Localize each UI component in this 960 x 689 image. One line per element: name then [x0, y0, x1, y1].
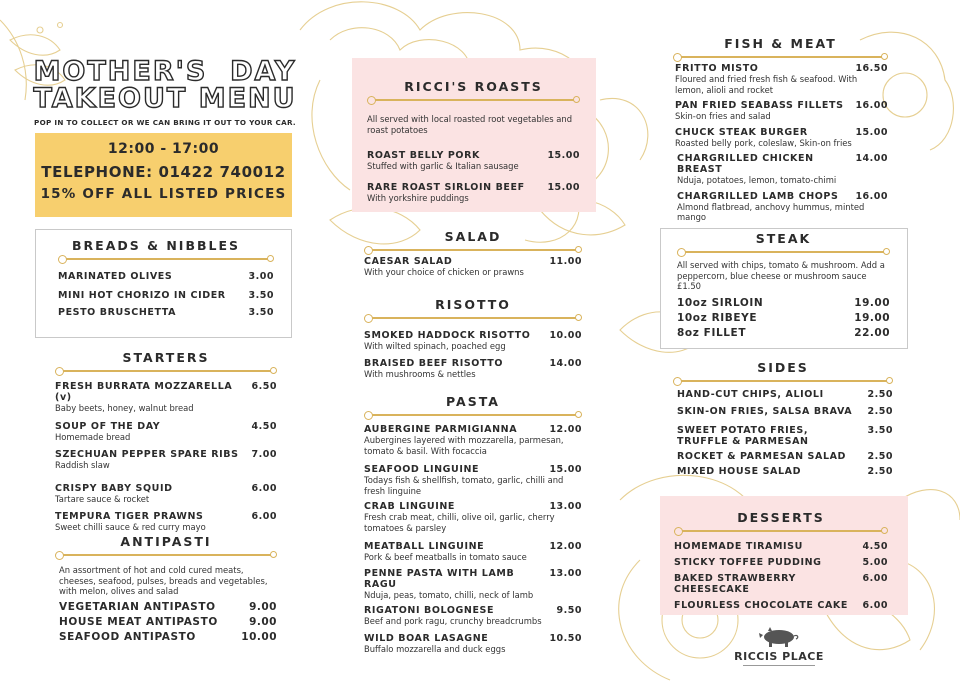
divider	[364, 411, 582, 419]
list-item: CHARGRILLED CHICKEN BREAST 14.00 Nduja, potatoes, lemon, tomato-chimi	[677, 153, 888, 185]
pasta-section	[364, 394, 582, 659]
list-item: 10oz SIRLOIN 19.00	[677, 296, 890, 309]
list-item: 8oz FILLET 22.00	[677, 326, 890, 339]
sides-section	[673, 360, 893, 482]
starters-title: STARTERS	[122, 350, 210, 365]
sides-title: SIDES	[757, 360, 809, 375]
starters-section	[55, 350, 277, 538]
list-item: PAN FRIED SEABASS FILLETS 16.00 Skin-on fries and salad	[675, 100, 888, 121]
list-item: SEAFOOD ANTIPASTO 10.00	[59, 630, 277, 643]
divider	[673, 53, 888, 61]
list-item: SOUP OF THE DAY 4.50 Homemade bread	[55, 420, 277, 442]
list-item: RARE ROAST SIRLOIN BEEF 15.00 With yorkshire puddings	[367, 181, 580, 203]
opening-hours: 12:00 - 17:00	[107, 141, 220, 157]
list-item: SMOKED HADDOCK RISOTTO 10.00 With wilted spinach, poached egg	[364, 330, 582, 351]
divider	[364, 314, 582, 322]
list-item: CAESAR SALAD 11.00 With your choice of chicken or prawns	[364, 256, 582, 277]
antipasti-intro: An assortment of hot and cold cured meats, cheeses, seafood, pulses, breads and vegetables, with melon, olives and salad	[59, 565, 268, 596]
list-item: TEMPURA TIGER PRAWNS 6.00 Sweet chilli sauce & red curry mayo	[55, 511, 277, 532]
list-item: BAKED STRAWBERRY CHEESECAKE 6.00	[674, 573, 888, 595]
list-item: 10oz RIBEYE 19.00	[677, 311, 890, 324]
fish-meat-section	[673, 36, 888, 228]
list-item: SZECHUAN PEPPER SPARE RIBS 7.00 Raddish slaw	[55, 449, 277, 470]
logo-underline	[743, 665, 815, 666]
roasts-intro: All served with local roasted root vegetables and roast potatoes	[367, 114, 573, 135]
risotto-section	[364, 297, 582, 384]
menu-header	[30, 58, 300, 127]
divider	[673, 377, 893, 385]
divider	[367, 96, 580, 104]
contact-panel	[35, 133, 292, 217]
page-subtitle: POP IN TO COLLECT OR WE CAN BRING IT OUT TO YOUR CAR.	[34, 118, 296, 127]
roasts-title: RICCI'S ROASTS	[404, 79, 543, 94]
list-item: FRITTO MISTO 16.50 Floured and fried fresh fish & seafood. With lemon, alioli and rocket	[675, 63, 888, 95]
list-item: FRESH BURRATA MOZZARELLA (v) 6.50 Baby beets, honey, walnut bread	[55, 381, 277, 413]
divider	[55, 551, 277, 559]
list-item: SWEET POTATO FRIES, TRUFFLE & PARMESAN 3.50	[677, 425, 893, 447]
divider	[364, 246, 582, 254]
desserts-title: DESSERTS	[737, 510, 825, 525]
restaurant-logo-name: RICCIS PLACE	[734, 650, 824, 663]
salad-title: SALAD	[444, 229, 502, 244]
pig-icon	[757, 626, 801, 648]
breads-title: BREADS & NIBBLES	[72, 238, 241, 253]
list-item: ROAST BELLY PORK 15.00 Stuffed with garlic & Italian sausage	[367, 150, 580, 171]
list-item: FLOURLESS CHOCOLATE CAKE 6.00	[674, 600, 888, 611]
steak-title: STEAK	[755, 231, 812, 246]
list-item: HAND-CUT CHIPS, ALIOLI 2.50	[677, 389, 893, 400]
telephone-number: TELEPHONE: 01422 740012	[41, 163, 286, 181]
list-item: AUBERGINE PARMIGIANNA 12.00 Aubergines layered with mozzarella, parmesan, tomato & basil. With focaccia	[364, 424, 582, 456]
list-item: MEATBALL LINGUINE 12.00 Pork & beef meatballs in tomato sauce	[364, 541, 582, 562]
list-item: MINI HOT CHORIZO IN CIDER 3.50	[58, 290, 274, 301]
divider	[677, 248, 890, 256]
page-title-line1: MOTHER'S DAY	[33, 56, 297, 87]
list-item: MARINATED OLIVES 3.00	[58, 271, 274, 282]
antipasti-title: ANTIPASTI	[120, 534, 212, 549]
salad-section	[364, 229, 582, 278]
pasta-title: PASTA	[446, 394, 500, 409]
list-item: RIGATONI BOLOGNESE 9.50 Beef and pork ragu, crunchy breadcrumbs	[364, 605, 582, 626]
steak-intro: All served with chips, tomato & mushroom. Add a peppercorn, blue cheese or mushroom sauce £1.50	[677, 260, 885, 291]
list-item: HOMEMADE TIRAMISU 4.50	[674, 541, 888, 552]
page-title-line2: TAKEOUT MENU	[33, 83, 297, 114]
list-item: HOUSE MEAT ANTIPASTO 9.00	[59, 615, 277, 628]
risotto-title: RISOTTO	[435, 297, 511, 312]
list-item: ROCKET & PARMESAN SALAD 2.50	[677, 451, 893, 462]
list-item: CRISPY BABY SQUID 6.00 Tartare sauce & rocket	[55, 482, 277, 504]
list-item: STICKY TOFFEE PUDDING 5.00	[674, 557, 888, 568]
discount-offer: 15% OFF ALL LISTED PRICES	[40, 186, 287, 202]
desserts-section	[660, 496, 908, 615]
divider	[674, 527, 888, 535]
list-item: CHUCK STEAK BURGER 15.00 Roasted belly pork, coleslaw, Skin-on fries	[675, 126, 888, 148]
list-item: MIXED HOUSE SALAD 2.50	[677, 466, 893, 477]
list-item: PENNE PASTA WITH LAMB RAGU 13.00 Nduja, peas, tomato, chilli, neck of lamb	[364, 567, 582, 600]
breads-section	[35, 229, 292, 338]
steak-section	[660, 228, 908, 349]
divider	[58, 255, 274, 263]
list-item: VEGETARIAN ANTIPASTO 9.00	[59, 600, 277, 613]
list-item: BRAISED BEEF RISOTTO 14.00 With mushrooms & nettles	[364, 357, 582, 379]
list-item: CRAB LINGUINE 13.00 Fresh crab meat, chilli, olive oil, garlic, cherry tomatoes & parsley	[364, 501, 582, 533]
divider	[55, 367, 277, 375]
fish-meat-title: FISH & MEAT	[724, 36, 837, 51]
list-item: CHARGRILLED LAMB CHOPS 16.00 Almond flatbread, anchovy hummus, minted mango	[677, 190, 888, 222]
restaurant-logo	[733, 626, 825, 666]
list-item: PESTO BRUSCHETTA 3.50	[58, 307, 274, 318]
roasts-section	[352, 58, 596, 212]
list-item: SKIN-ON FRIES, SALSA BRAVA 2.50	[677, 406, 893, 417]
list-item: WILD BOAR LASAGNE 10.50 Buffalo mozzarella and duck eggs	[364, 632, 582, 654]
list-item: SEAFOOD LINGUINE 15.00 Todays fish & shellfish, tomato, garlic, chilli and fresh linguine	[364, 464, 582, 496]
antipasti-section	[55, 534, 277, 643]
